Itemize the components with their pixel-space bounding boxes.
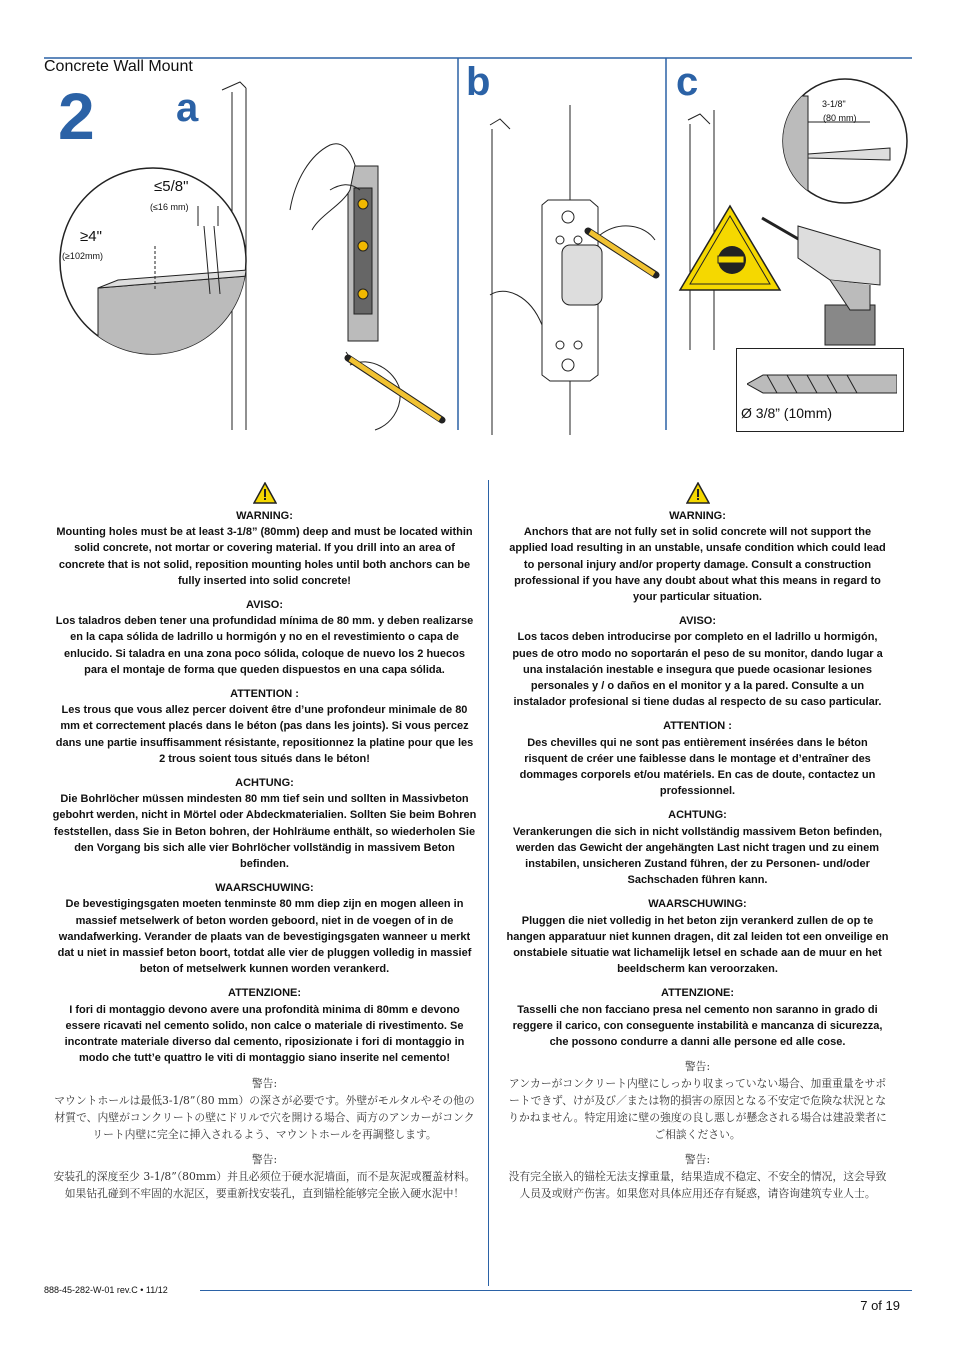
drill-bit-label: Ø 3/8” (10mm) [741,405,833,421]
warning-body: Verankerungen die sich in nicht vollständig massivem Beton befinden, werden das Gewicht der angehängten Last nicht tragen und zu einem instabilen, unsicheren Zustand führen, der zu Personen- und/oder Sachschaden führen kann. [512,825,883,887]
edge-label: ≥4" [80,228,102,245]
hand-top-drawing [290,144,355,230]
warning-heading: ACHTUNG: [235,777,294,790]
warning-body: 安装孔的深度至少 3-1/8”（80mm）并且必须位于硬水泥墙面，而不是灰泥或覆盖材料。如果钻孔碰到不牢固的水泥区，要重新找安装孔，直到锚栓能够完全嵌入硬水泥中！ [53,1169,476,1200]
warning-heading: AVISO: [245,599,284,612]
warning-body: De bevestigingsgaten moeten tenminste 80 mm diep zijn en mogen alleen in massief metselwerk of beton worden geboord, niet in de voegen of in de wandafwerking. Verander de plaats van de bevestigingsgaten wanneer u merkt dat u niet in massief beton boort, totdat alle vier de pluggen volledig in massief beton of metselwerk kunnen worden verankerd. [57,898,472,976]
warning-en [506,508,889,605]
page-title: Concrete Wall Mount [44,58,193,75]
footer-rule [200,1290,912,1291]
warning-body: Tasselli che non facciano presa nel cemento non saranno in grado di reggere il carico, con conseguente instabilità e mancanza di sicurezza, che possono condurre a danni alle persone ed alle cose. [512,1003,883,1049]
drill-icon [762,218,880,345]
warning-heading: ATTENTION : [663,720,732,733]
warning-heading: 警告: [684,1060,711,1074]
warning-body: Anchors that are not fully set in solid concrete will not support the applied load resulting in an unstable, unsafe condition which could lead to personal injury and/or property damage. Consult a construction professional if you have any doubt about what this means in regard to your particular situation. [509,526,886,604]
drill-bit-box [736,348,904,432]
wall-plate-drawing [542,200,602,381]
warning-body: Los taladros deben tener una profundidad mínima de 80 mm. y deben realizarse en la capa sólida de ladrillo u hormigón y no en el revestimiento o capa de enlucido. Si taladra en una zona poco sólida, coloque de nuevo los 2 huecos para el montaje de forma que queden dispuestos en una capa sólida. [55,615,474,676]
depth-metric: (≤16 mm) [150,202,189,212]
warning-body: 没有完全嵌入的锚栓无法支撑重量，结果造成不稳定、不安全的情况，这会导致人员及或财产伤害。如果您对具体应用还存有疑惑，请咨询建筑专业人士。 [508,1170,887,1201]
panel-a-label: a [176,86,199,130]
drill-depth-label: 3-1/8" [822,99,846,109]
warning-body: Des chevilles qui ne sont pas entièrement insérées dans le béton risquent de créer une faiblesse dans le montage et d’entraîner des dommages corporels et/ou matériels. En cas de doute, contactez un professionnel. [519,736,876,798]
warning-it [52,985,477,1066]
warning-heading: AVISO: [678,615,717,628]
page-number: 7 of 19 [860,1298,900,1313]
step-number: 2 [58,79,95,153]
warning-de [506,807,889,888]
safety-glasses-icon [718,246,746,274]
warning-heading: WAARSCHUWING: [648,898,747,911]
warning-heading: 警告: [684,1153,711,1167]
warning-body: アンカーがコンクリート内壁にしっかり収まっていない場合、加重重量をサポートできず、けが及び／または物的損害の原因となる不安定で危険な状況となりかねません。特定用途に壁の強度の良し悪しが懸念される場合は建設業者にご相談ください。 [508,1077,887,1142]
depth-callout-circle [58,166,248,356]
document-code: 888-45-282-W-01 rev.C • 11/12 [44,1285,168,1295]
level-icon [348,166,378,341]
warning-es [506,613,889,710]
warning-heading: ACHTUNG: [668,809,727,822]
drill-bit-icon [747,369,897,399]
warning-zh [52,1151,477,1202]
warning-heading: 警告: [251,1152,278,1166]
warning-body: I fori di montaggio devono avere una profondità minima di 80mm e devono essere ricavati nel cemento solido, non calce o materiale di rivestimento. Se incontrate materiale diverso dal cemento, riposizionate i fori di montaggio in modo che tutt’e quattro le viti di montaggio siano inserite nel cemento! [64,1003,465,1065]
warning-en [52,508,477,589]
warning-ja [506,1058,889,1143]
right-warning-column [506,482,889,1210]
left-warning-column [52,482,477,1210]
warning-heading: WAARSCHUWING: [215,882,314,895]
hand-drawing [600,226,655,240]
warning-heading: ATTENZIONE: [660,987,735,1000]
warning-nl [52,880,477,977]
column-divider [488,480,489,1286]
warning-es [52,597,477,678]
drill-depth-callout-circle [780,76,910,206]
warning-it [506,985,889,1050]
warning-body: Pluggen die niet volledig in het beton zijn verankerd zullen de op te hangen apparatuur niet kunnen dragen, dit zal leiden tot een onveilige en onstabiele situatie wat lichamelijk letsel en schade aan de muur en het beeldscherm kan veroorzaken. [506,914,889,976]
depth-label: ≤5/8" [154,178,189,195]
warning-heading: ATTENZIONE: [227,987,302,1000]
panel-b-illustration [470,95,660,435]
warning-fr [506,718,889,799]
warning-heading: 警告: [251,1076,278,1090]
panel-c-label: c [676,60,699,104]
drill-depth-metric: (80 mm) [823,113,857,123]
warning-body: Die Bohrlöcher müssen mindesten 80 mm tief sein und sollten in Massivbeton gebohrt werden, nicht in Mörtel oder Abdeckmaterialien. Sollten Sie beim Bohren feststellen, dass Sie in Beton bohren, der Hohlräume enthält, so wiederholen Sie den Vorgang bis sich alle vier Bohrlöcher vollständig in massivem Beton befinden. [52,793,477,871]
warning-heading: WARNING: [669,510,726,522]
panel-b-label: b [466,60,491,104]
warning-nl [506,896,889,977]
warning-zh [506,1151,889,1202]
warning-heading: WARNING: [236,510,293,522]
warning-de [52,775,477,872]
warning-triangle-icon [253,482,277,504]
warning-ja [52,1075,477,1143]
warning-body: Les trous que vous allez percer doivent être d’une profondeur minimale de 80 mm et correctement placés dans le béton (pas dans les joints). Si vous percez dans une partie insuffisamment résistante, repositionnez la platine pour que les 2 trous soient tous situés dans le béton! [55,704,474,765]
edge-metric: (≥102mm) [62,251,103,261]
warning-body: Mounting holes must be at least 3-1/8” (80mm) deep and must be located within solid concrete, not mortar or covering material. If you drill into an area of concrete that is not solid, reposition mounting holes until both anchors can be fully inserted into solid concrete! [56,526,473,587]
wall-drawing [688,110,714,350]
warning-heading: ATTENTION : [230,688,299,701]
warning-body: Los tacos deben introducirse por completo en el ladrillo u hormigón, pues de otro modo no soportarán el peso de su monitor, dando lugar a una instalación inestable e insegura que puede ocasionar lesiones personales y / o daños en el monitor y a la pared. Consulte a un instalador profesional si tiene dudas al respecto de su caso particular. [512,631,883,709]
warning-fr [52,686,477,767]
warning-triangle-icon [686,482,710,504]
warning-body: マウントホールは最低3-1/8”（80 mm）の深さが必要です。外壁がモルタルやその他の材質で、内壁がコンクリートの壁にドリルで穴を開ける場合、両方のアンカーがコンクリート内壁に完全に挿入されるよう、マウントホールを再調整します。 [54,1093,475,1141]
